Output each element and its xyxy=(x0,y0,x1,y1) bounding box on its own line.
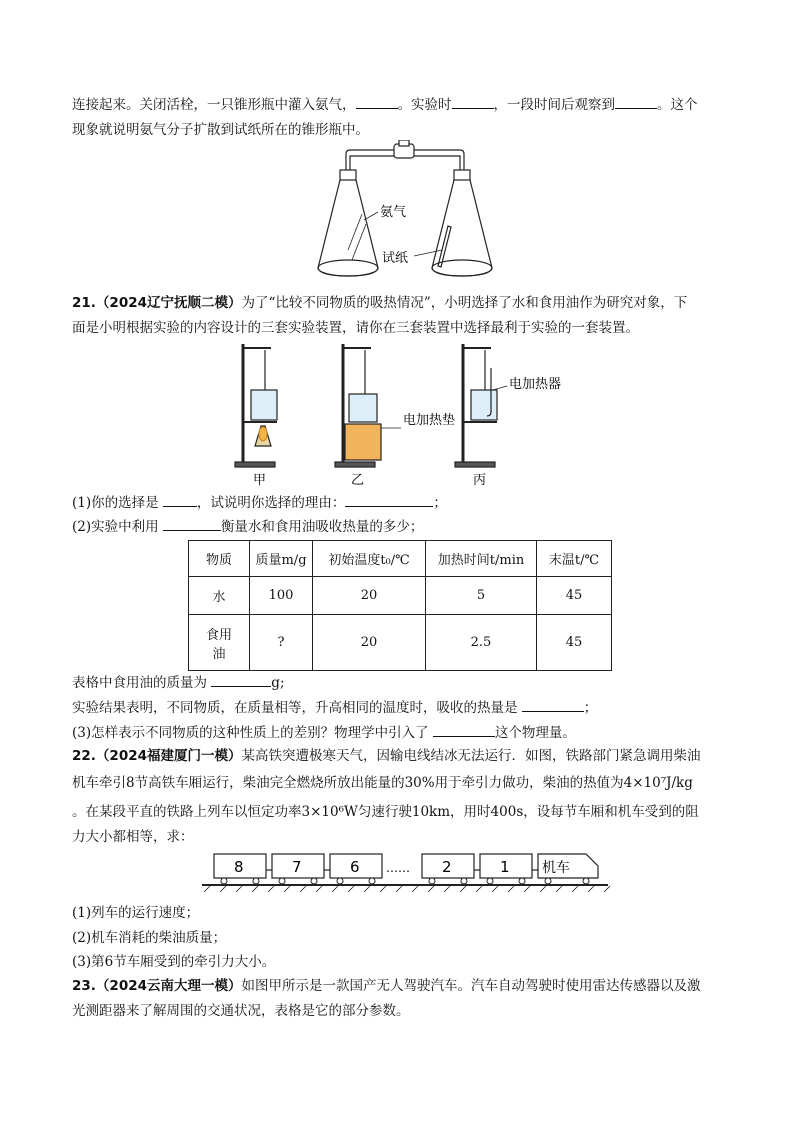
table-header-cell: 质量m/g xyxy=(250,541,313,577)
q21-sub-3 xyxy=(72,722,576,743)
q21-sub-2 xyxy=(72,516,423,537)
oil-mass-text: 表格中食用油的质量为 xyxy=(72,675,207,691)
quantity-blank[interactable] xyxy=(433,722,495,737)
table-cell: 45 xyxy=(537,615,612,671)
q20-blank-3[interactable] xyxy=(615,94,657,109)
table-cell: 5 xyxy=(426,577,537,615)
table-cell: 水 xyxy=(189,577,250,615)
q22-number: 22. xyxy=(72,748,96,764)
q23-stem-1: 如图甲所示是一款国产无人驾驶汽车。汽车自动驾驶时使用雷达传感器以及激 xyxy=(241,978,701,994)
q22-stem-3d: ，设每节车厢和机车受到的阻 xyxy=(523,804,699,820)
result-end: ； xyxy=(583,700,598,716)
q22-stem-2: 机车牵引8节高铁车厢运行，柴油完全燃烧所放出能量的30%用于牵引力做功，柴油的热值为 xyxy=(72,775,624,791)
q20-blank-1[interactable] xyxy=(356,94,398,109)
table-cell: 2.5 xyxy=(426,615,537,671)
table-cell: 20 xyxy=(313,577,426,615)
q22-sub-3: (3)第6节车厢受到的牵引力大小。 xyxy=(72,954,276,970)
heat-value: 4×10⁷J/kg xyxy=(623,775,693,791)
car-6: 6 xyxy=(350,858,360,876)
locomotive-label: 机车 xyxy=(542,860,570,876)
q21-stem-1: 为了“比较不同物质的吸热情况”，小明选择了水和食用油作为研究对象，下 xyxy=(241,295,688,311)
q23-source: （2024云南大理一模） xyxy=(95,978,242,994)
q22-stem-line-4: 力大小都相等，求： xyxy=(72,829,194,845)
table-row xyxy=(189,615,612,671)
q20-text-b: 。实验时 xyxy=(397,97,452,113)
q22-sub-2: (2)机车消耗的柴油质量； xyxy=(72,930,227,946)
table-cell-oil xyxy=(189,615,250,671)
q21-sub1-text-c: ； xyxy=(433,495,447,511)
ellipsis-dots: …… xyxy=(386,861,410,875)
q22-sub-1: (1)列车的运行速度； xyxy=(72,905,200,921)
q22-stem-1: 某高铁突遭极寒天气，因输电线结冰无法运行．如图，铁路部门紧急调用柴油 xyxy=(241,748,701,764)
q21-sub-1 xyxy=(72,492,447,513)
car-7: 7 xyxy=(292,858,302,876)
q20-text-d: 。这个 xyxy=(657,97,698,113)
table-cell: 20 xyxy=(313,615,426,671)
table-header-cell: 加热时间t/min xyxy=(426,541,537,577)
q21-sub1-text-b: ，试说明你选择的理由： xyxy=(196,495,346,511)
q22-stem-line-1 xyxy=(72,746,701,766)
q22-stem-3b: 匀速行驶 xyxy=(357,804,412,820)
q23-stem-line-2: 光测距器来了解周围的交通状况，表格是它的部分参数。 xyxy=(72,1003,410,1019)
q20-blank-2[interactable] xyxy=(452,94,494,109)
q22-stem-line-3 xyxy=(72,802,699,822)
apparatus-diagram xyxy=(225,338,605,488)
q20-line-2: 现象就说明氨气分子扩散到试纸所在的锥形瓶中。 xyxy=(72,122,369,138)
table-cell: 100 xyxy=(250,577,313,615)
q20-text-a: 连接起来。关闭活栓，一只锥形瓶中灌入氨气， xyxy=(72,97,356,113)
q21-sub1-text-a: (1)你的选择是 xyxy=(72,495,159,511)
q21-oil-mass-line xyxy=(72,672,285,693)
oil-mass-blank[interactable] xyxy=(211,672,271,687)
q21-stem-line-2: 面是小明根据实验的内容设计的三套实验装置，请你在三套装置中选择最利于实验的一套装置。 xyxy=(72,320,639,336)
test-paper-label: 试纸 xyxy=(382,251,409,266)
car-8: 8 xyxy=(234,858,244,876)
gas-label: 氨气 xyxy=(380,205,407,220)
data-table xyxy=(188,540,612,671)
result-blank[interactable] xyxy=(522,697,584,712)
table-header-cell: 初始温度t₀/℃ xyxy=(313,541,426,577)
table-header-cell: 末温t/℃ xyxy=(537,541,612,577)
q21-result-line xyxy=(72,697,597,718)
train-diagram xyxy=(200,848,610,896)
label-a: 甲 xyxy=(253,473,267,488)
car-2: 2 xyxy=(442,858,452,876)
q21-number: 21. xyxy=(72,295,96,311)
distance-value: 10km xyxy=(411,804,451,820)
q22-stem-3c: ，用时 xyxy=(450,804,491,820)
label-b: 乙 xyxy=(351,473,365,488)
q23-stem-line-1 xyxy=(72,976,701,996)
q21-choice-blank[interactable] xyxy=(163,492,197,507)
q21-source: （2024辽宁抚顺二模） xyxy=(95,295,242,311)
power-value: 3×10⁶W xyxy=(301,804,358,820)
flask-diagram xyxy=(310,140,500,285)
label-c: 丙 xyxy=(473,473,487,488)
q21-sub3-text-b: 这个物理量。 xyxy=(494,725,576,741)
q21-sub2-text-b: 衡量水和食用油吸收热量的多少； xyxy=(220,519,424,535)
oil-line-1: 食用 xyxy=(205,627,232,643)
q21-sub2-text-a: (2)实验中利用 xyxy=(72,519,159,535)
heater-label: 电加热器 xyxy=(509,377,562,392)
oil-line-2: 油 xyxy=(212,646,226,662)
q21-sub3-text-a: (3)怎样表示不同物质的这种性质上的差别？物理学中引入了 xyxy=(72,725,429,741)
q22-stem-3a: 。在某段平直的铁路上列车以恒定功率 xyxy=(72,804,302,820)
q21-reason-blank[interactable] xyxy=(345,492,433,507)
pad-label: 电加热垫 xyxy=(403,413,456,428)
table-row xyxy=(189,577,612,615)
q21-stem-line-1 xyxy=(72,293,687,313)
q20-text-c: ，一段时间后观察到 xyxy=(493,97,615,113)
car-1: 1 xyxy=(500,858,510,876)
result-text: 实验结果表明，不同物质，在质量相等，升高相同的温度时，吸收的热量是 xyxy=(72,700,518,716)
table-header-cell: 物质 xyxy=(189,541,250,577)
q22-source: （2024福建厦门一模） xyxy=(95,748,242,764)
q23-number: 23. xyxy=(72,978,96,994)
oil-mass-unit: g; xyxy=(271,675,285,691)
table-header-row xyxy=(189,541,612,577)
time-value: 400s xyxy=(490,804,524,820)
q21-measure-blank[interactable] xyxy=(163,516,221,531)
table-cell: ? xyxy=(250,615,313,671)
table-cell: 45 xyxy=(537,577,612,615)
q22-stem-line-2 xyxy=(72,773,693,793)
q20-line-1 xyxy=(72,94,698,115)
